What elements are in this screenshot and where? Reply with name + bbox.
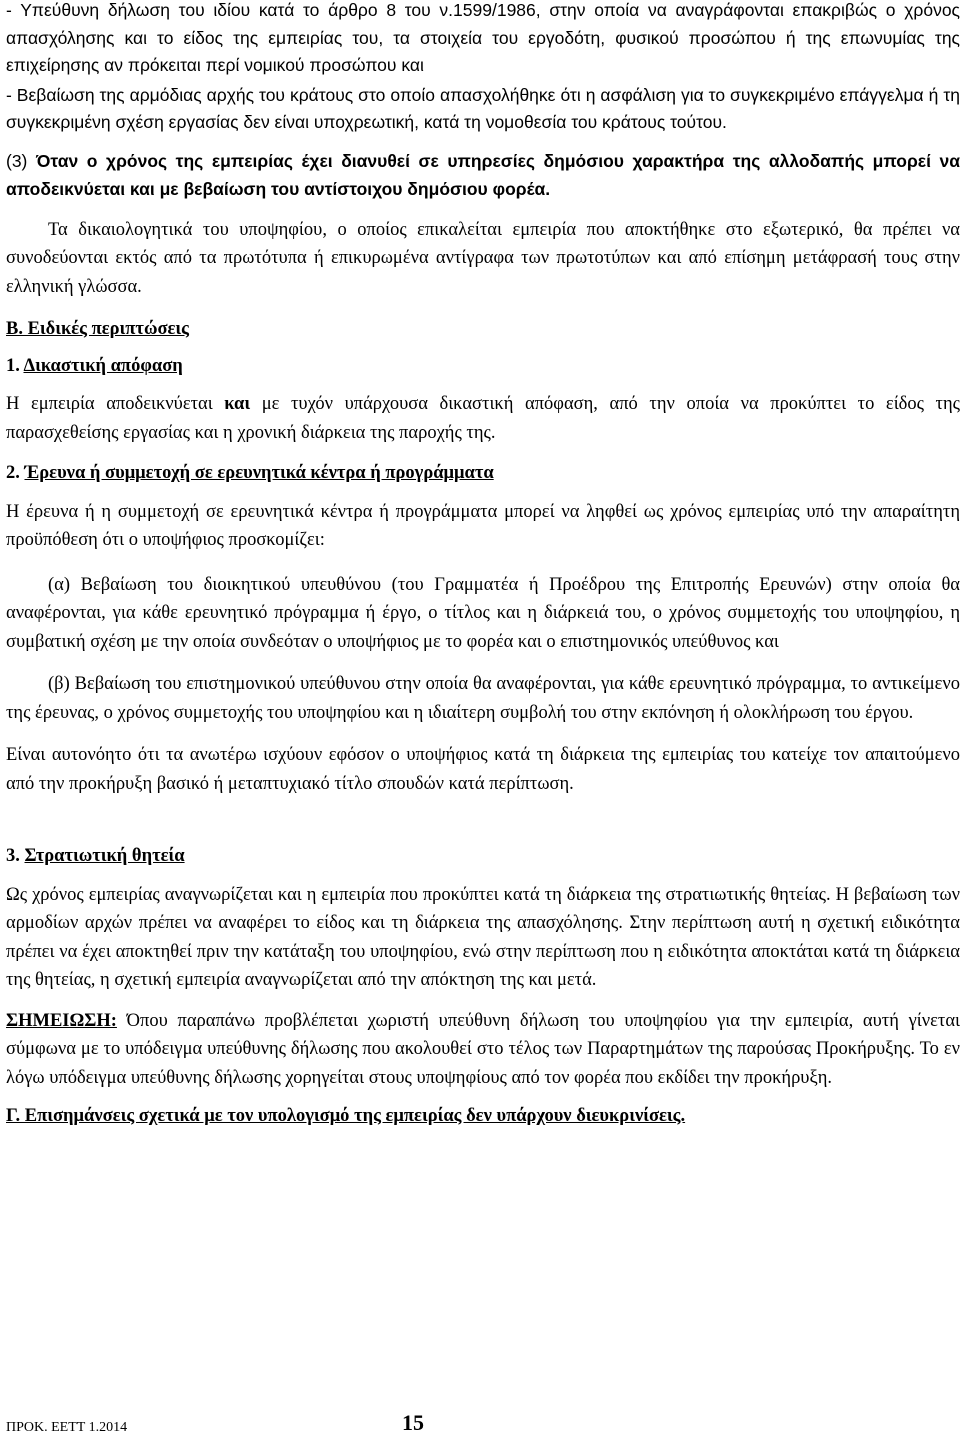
case1-text-bold: και xyxy=(224,394,251,414)
case3-paragraph: Ως χρόνος εμπειρίας αναγνωρίζεται και η εμπειρία που προκύπτει κατά τη διάρκεια της στρατιωτικής θητείας. Η βεβαίωση των αρμοδίων αρχών πρέπει να αναφέρει το είδος και τη διάρκεια της απασχόλησης. Στην περίπτωση αυτή η σχετική ειδικότητα πρέπει να έχει αποκτηθεί πριν την κατάταξη του υποψηφίου, ενώ στην περίπτωση που η ειδικότητα αποκτάται κατά τη διάρκεια της θητείας, η σχετική εμπειρία αναγνωρίζεται από την απόκτηση της και μετά. xyxy=(6,884,960,990)
case3-title: Στρατιωτική θητεία xyxy=(24,846,185,866)
note-bold-text: Όταν ο χρόνος της εμπειρίας έχει διανυθεί σε υπηρεσίες δημόσιου χαρακτήρα της αλλοδαπής μπορεί να αποδεικνύεται και με βεβαίωση του αντίστοιχου δημόσιου φορέα. xyxy=(6,150,960,199)
case2-title: Έρευνα ή συμμετοχή σε ερευνητικά κέντρα ή προγράμματα xyxy=(24,463,494,483)
document-page xyxy=(6,0,960,1131)
case1-paragraph xyxy=(6,390,960,447)
bullet-authority-certificate: - Βεβαίωση της αρμόδιας αρχής του κράτους στο οποίο απασχολήθηκε ότι η ασφάλιση για το συγκεκριμένο επάγγελμα ή τη συγκεκριμένη σχέση εργασίας δεν είναι υποχρεωτική, κατά τη νομοθεσία του κράτους τούτου. xyxy=(6,84,960,132)
note-paragraph xyxy=(6,1007,960,1093)
bullet-solemn-declaration: - Υπεύθυνη δήλωση του ιδίου κατά το άρθρο 8 του ν.1599/1986, στην οποία να αναγράφονται επακριβώς ο χρόνος απασχόλησης και το είδος της εμπειρίας του, τα στοιχεία του εργοδότη, φυσικού προσώπου ή της επωνυμίας της επιχείρησης αν πρόκειται περί νομικού προσώπου και xyxy=(6,0,960,75)
case1-title: Δικαστική απόφαση xyxy=(23,355,183,376)
case2-number: 2. xyxy=(6,463,25,483)
case3-heading xyxy=(6,842,960,871)
page-footer xyxy=(6,1410,960,1436)
note-label: ΣΗΜΕΙΩΣΗ: xyxy=(6,1010,117,1031)
note-text: Όπου παραπάνω προβλέπεται χωριστή υπεύθυνη δήλωση του υποψηφίου για την εμπειρία, αυτή γίνεται σύμφωνα με το υπόδειγμα υπεύθυνης δήλωσης που ακολουθεί στο τέλος των Παραρτημάτων της παρούσας Προκήρυξης. Το εν λόγω υπόδειγμα υπεύθυνης δήλωσης χορηγείται στους υποψηφίους από τον φορέα που εκδίδει την προκήρυξη. xyxy=(6,1010,960,1088)
case1-text-end: με τυχόν υπάρχουσα δικαστική απόφαση, από την οποία να προκύπτει το είδος της παρασχεθείσης εργασίας και η χρονική διάρκεια της παροχής της. xyxy=(6,394,960,443)
section-g-heading: Γ. Επισημάνσεις σχετικά με τον υπολογισμό της εμπειρίας δεν υπάρχουν διευκρινίσεις. xyxy=(6,1106,686,1126)
foreign-experience-paragraph: Τα δικαιολογητικά του υποψηφίου, ο οποίος επικαλείται εμπειρία που αποκτήθηκε στο εξωτερικό, θα πρέπει να συνοδεύονται εκτός από τα πρωτότυπα ή επικυρωμένα αντίγραφα των πρωτοτύπων και από επίσημη μετάφρασή τους στην ελληνική γλώσσα. xyxy=(6,219,960,297)
page-number: 15 xyxy=(402,1410,424,1435)
case1-text-start: Η εμπειρία αποδεικνύεται xyxy=(6,394,225,414)
case2-item-a: (α) Βεβαίωση του διοικητικού υπευθύνου (του Γραμματέα ή Προέδρου της Επιτροπής Ερευνών) στην οποία θα αναφέρονται, για κάθε ερευνητικό πρόγραμμα ή έργο, ο τίτλος και η διάρκειά του, ο χρόνος συμμετοχής του υποψηφίου, η συμβατική σχέση με την οποία συνδεόταν ο υποψήφιος με το φορέα και ο επιστημονικός υπεύθυνος και xyxy=(6,574,960,652)
case2-intro: Η έρευνα ή η συμμετοχή σε ερευνητικά κέντρα ή προγράμματα μπορεί να ληφθεί ως χρόνος εμπειρίας υπό την απαραίτητη προϋπόθεση ότι ο υποψήφιος προσκομίζει: xyxy=(6,501,960,550)
footer-reference: ΠΡΟΚ. ΕΕΤΤ 1.2014 xyxy=(6,1420,128,1435)
proof-bullets xyxy=(6,0,960,137)
case1-heading xyxy=(6,352,960,381)
note-number: (3) xyxy=(6,150,36,171)
section-b-heading: Β. Ειδικές περιπτώσεις xyxy=(6,319,189,339)
case2-item-b: (β) Βεβαίωση του επιστημονικού υπεύθυνου στην οποία θα αναφέρονται, για κάθε ερευνητικό πρόγραμμα, το αντικείμενο της έρευνας, ο χρόνος συμμετοχής του υποψηφίου και η ιδιαίτερη συμβολή του στην εκπόνηση ή ολοκλήρωση του έργου. xyxy=(6,674,960,723)
case2-heading xyxy=(6,459,960,488)
note-public-service xyxy=(6,147,960,203)
case1-number: 1. xyxy=(6,355,24,376)
case3-number: 3. xyxy=(6,846,25,866)
case2-closing: Είναι αυτονόητο ότι τα ανωτέρω ισχύουν εφόσον ο υποψήφιος κατά τη διάρκεια της εμπειρίας του κατείχε τον απαιτούμενο από την προκήρυξη βασικό ή μεταπτυχιακό τίτλο σπουδών κατά περίπτωση. xyxy=(6,745,960,794)
